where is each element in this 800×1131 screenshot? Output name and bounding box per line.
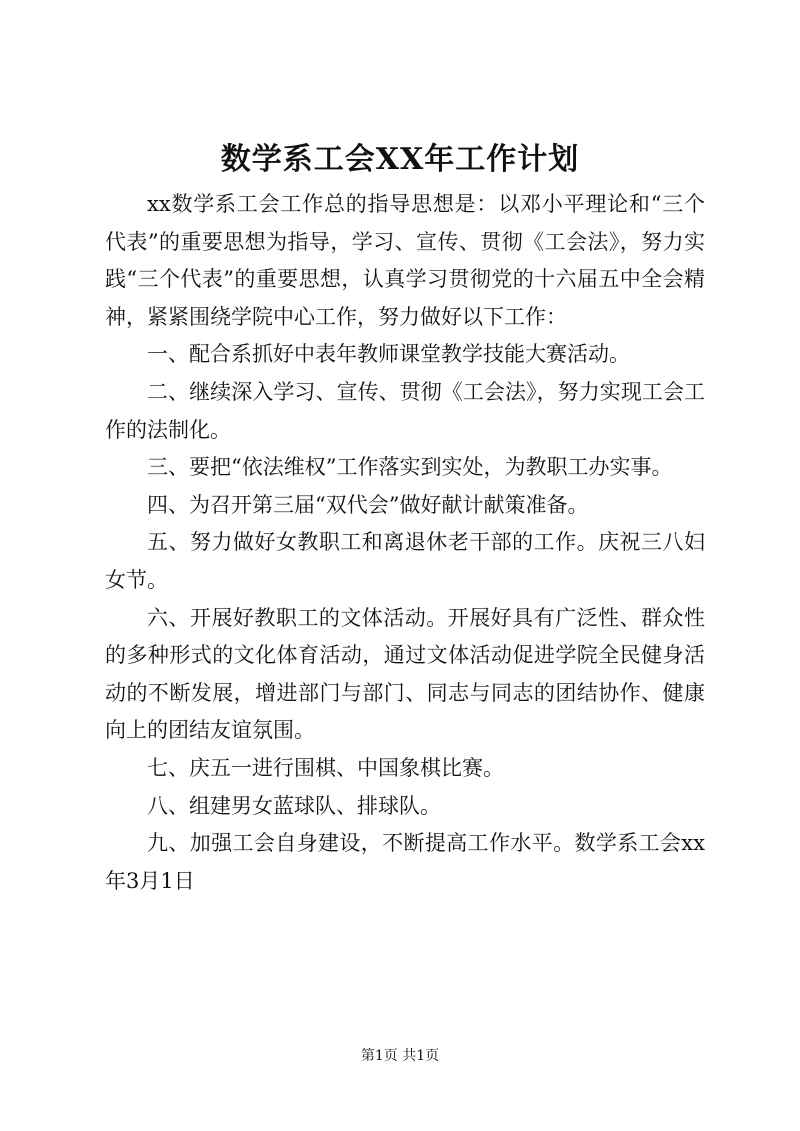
paragraph-item-9: 九、加强工会自身建设，不断提高工作水平。数学系工会xx年3月1日 (105, 831, 705, 893)
paragraph-intro: xx数学系工会工作总的指导思想是：以邓小平理论和“三个代表”的重要思想为指导，学习、宣传、贯彻《工会法》，努力实践“三个代表”的重要思想，认真学习贯彻党的十六届五中全会精神，紧紧围绕学院中心工作，努力做好以下工作： (105, 192, 705, 329)
document-body (105, 186, 705, 900)
paragraph-item-3: 三、要把“依法维权”工作落实到实处，为教职工办实事。 (147, 455, 673, 480)
paragraph-item-7: 七、庆五一进行围棋、中国象棋比赛。 (147, 755, 504, 780)
paragraph-item-5: 五、努力做好女教职工和离退休老干部的工作。庆祝三八妇女节。 (105, 530, 705, 592)
paragraph-item-4: 四、为召开第三届“双代会”做好献计献策准备。 (147, 492, 589, 517)
page-number-footer: 第1页 共1页 (360, 1048, 440, 1064)
document-title: 数学系工会XX年工作计划 (220, 142, 580, 177)
paragraph-item-1: 一、配合系抓好中表年教师课堂教学技能大赛活动。 (147, 342, 630, 367)
paragraph-item-2: 二、继续深入学习、宣传、贯彻《工会法》，努力实现工会工作的法制化。 (105, 379, 705, 442)
paragraph-item-8: 八、组建男女蓝球队、排球队。 (147, 793, 441, 818)
paragraph-item-6: 六、开展好教职工的文体活动。开展好具有广泛性、群众性的多种形式的文化体育活动，通过文体活动促进学院全民健身活动的不断发展，增进部门与部门、同志与同志的团结协作、健康向上的团结友谊氛围。 (105, 605, 705, 743)
